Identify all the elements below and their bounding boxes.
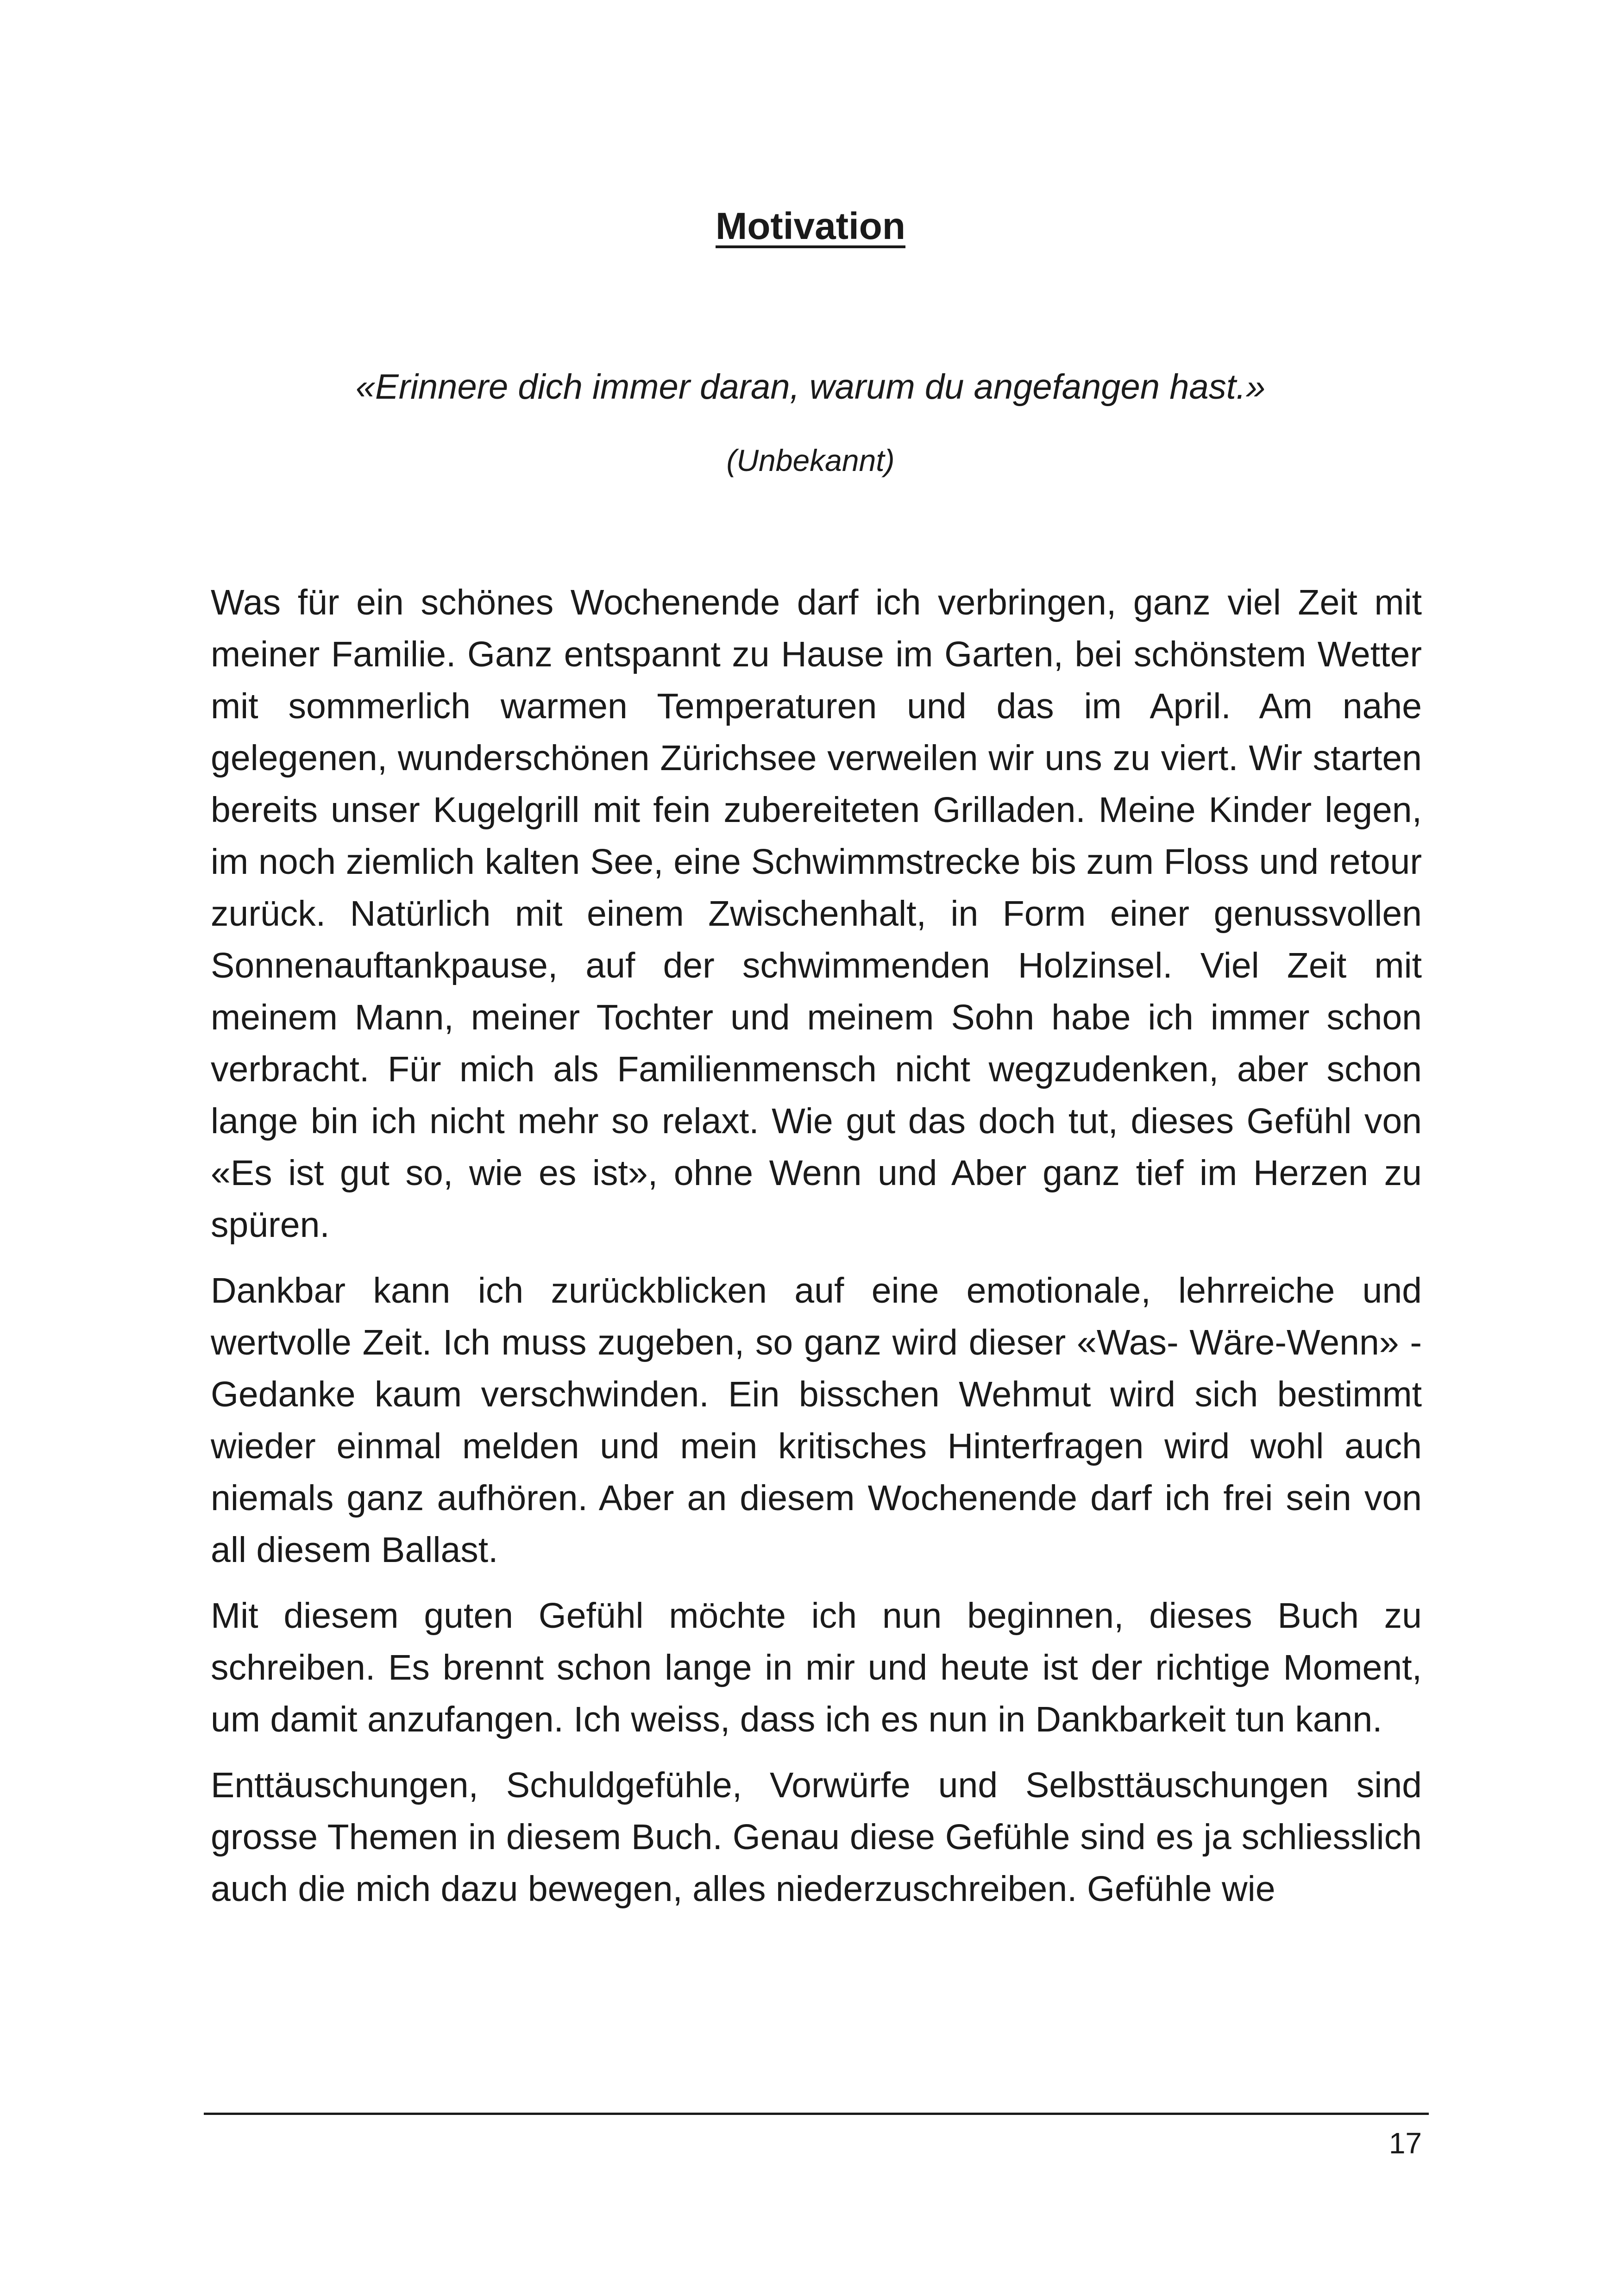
body-text <box>211 577 1422 1929</box>
paragraph: Enttäuschungen, Schuldgefühle, Vorwürfe und Selbsttäuschungen sind grosse Themen in diesem Buch. Genau diese Gefühle sind es ja schliesslich auch die mich dazu bewegen, alles niederzuschreiben. Gefühle wie <box>211 1765 1422 1909</box>
paragraph: Dankbar kann ich zurückblicken auf eine emotionale, lehrreiche und wertvolle Zeit. Ich muss zugeben, so ganz wird dieser «Was- Wäre-Wenn» - Gedanke kaum verschwinden. Ein bisschen Wehmut wird sich bestimmt wieder einmal melden und mein kritisches Hinterfragen wird wohl auch niemals ganz aufhören. Aber an diesem Wochenende darf ich frei sein von all diesem Ballast. <box>211 1271 1422 1570</box>
paragraph: Was für ein schönes Wochenende darf ich verbringen, ganz viel Zeit mit meiner Familie. Ganz entspannt zu Hause im Garten, bei schönstem Wetter mit sommerlich warmen Temperaturen und das im April. Am nahe gelegenen, wunderschönen Zürichsee verweilen wir uns zu viert. Wir starten bereits unser Kugelgrill mit fein zubereiteten Grilladen. Meine Kinder legen, im noch ziemlich kalten See, eine Schwimmstrecke bis zum Floss und retour zurück. Natürlich mit einem Zwischenhalt, in Form einer genussvollen Sonnenauftankpause, auf der schwimmenden Holzinsel. Viel Zeit mit meinem Mann, meiner Tochter und meinem Sohn habe ich immer schon verbracht. Für mich als Familienmensch nicht wegzudenken, aber schon lange bin ich nicht mehr so relaxt. Wie gut das doch tut, dieses Gefühl von «Es ist gut so, wie es ist», ohne Wenn und Aber ganz tief im Herzen zu spüren. <box>211 583 1422 1245</box>
paragraph: Mit diesem guten Gefühl möchte ich nun beginnen, dieses Buch zu schreiben. Es brennt schon lange in mir und heute ist der richtige Moment, um damit anzufangen. Ich weiss, dass ich es nun in Dankbarkeit tun kann. <box>211 1596 1422 1739</box>
footer-divider <box>204 2113 1429 2115</box>
epigraph-quote: «Erinnere dich immer daran, warum du angefangen hast.» <box>355 367 1266 407</box>
page-number: 17 <box>1389 2127 1422 2160</box>
chapter-title: Motivation <box>716 205 905 247</box>
epigraph-attribution: (Unbekannt) <box>726 443 895 477</box>
